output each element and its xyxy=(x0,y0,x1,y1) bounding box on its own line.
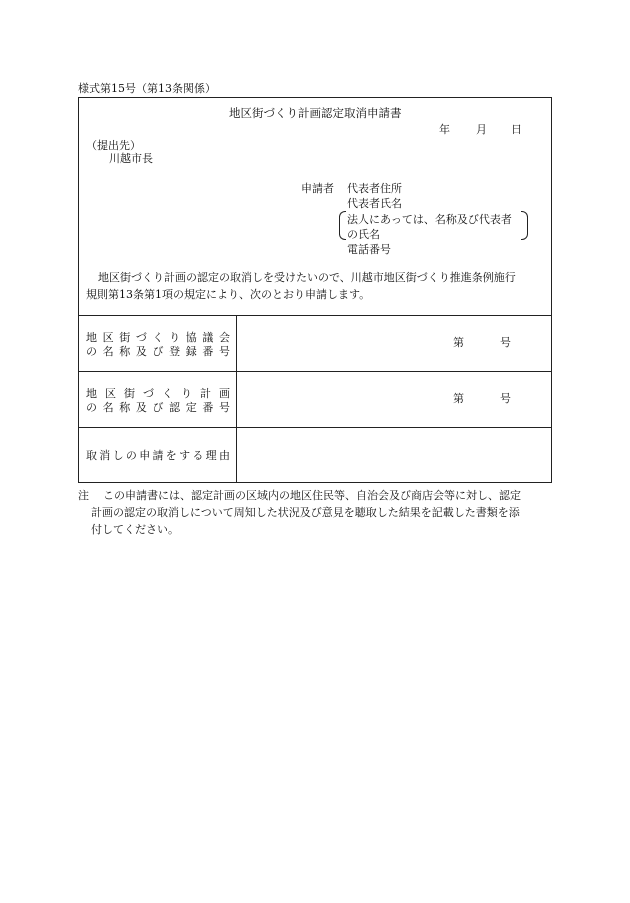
label-char: び xyxy=(152,345,164,358)
phone-label: 電話番号 xyxy=(347,243,391,256)
label-char: り xyxy=(169,331,181,344)
row3-label xyxy=(86,450,230,461)
footnote-line2: 計画の認定の取消しについて周知した状況及び意見を聴取した結果を記載した書類を添 xyxy=(91,506,520,519)
label-char: 称 xyxy=(119,345,131,358)
row2-label-line2 xyxy=(86,402,230,413)
label-char: 街 xyxy=(124,387,135,400)
label-char: 申 xyxy=(139,449,151,462)
row1-go: 号 xyxy=(500,336,511,349)
label-char: 理 xyxy=(205,449,217,462)
label-char: く xyxy=(152,331,164,344)
date-year: 年 xyxy=(439,123,450,136)
form-title: 地区街づくり計画認定取消申請書 xyxy=(229,106,402,120)
label-char: す xyxy=(179,449,191,462)
corporate-note-line1: 法人にあっては、名称及び代表者 xyxy=(347,213,512,226)
label-char: 街 xyxy=(119,331,131,344)
form-number: 様式第15号（第13条関係） xyxy=(78,82,216,95)
row1-dai: 第 xyxy=(453,336,464,349)
label-char: 請 xyxy=(152,449,164,462)
body-text-line1: 地区街づくり計画の認定の取消しを受けたいので、川越市地区街づくり推進条例施行 xyxy=(98,271,516,284)
label-char: 番 xyxy=(202,401,214,414)
label-char: 名 xyxy=(102,345,114,358)
label-char: の xyxy=(86,401,97,414)
label-char: 号 xyxy=(219,401,230,414)
label-char: 認 xyxy=(169,401,181,414)
label-char: し xyxy=(112,449,124,462)
label-char: 画 xyxy=(219,387,230,400)
label-char: の xyxy=(125,449,137,462)
label-char: 協 xyxy=(185,331,197,344)
row2-label-line1 xyxy=(86,388,230,399)
label-char: づ xyxy=(143,387,154,400)
left-bracket xyxy=(339,211,346,240)
label-char: 区 xyxy=(105,387,116,400)
body-text-line2: 規則第13条第1項の規定により、次のとおり申請します。 xyxy=(86,288,371,301)
right-bracket xyxy=(521,211,528,240)
label-char: 番 xyxy=(202,345,214,358)
recipient-name: 川越市長 xyxy=(109,152,153,165)
label-char: 消 xyxy=(99,449,111,462)
footnote-line1: この申請書には、認定計画の区域内の地区住民等、自治会及び商店会等に対し、認定 xyxy=(103,489,521,502)
label-char: 議 xyxy=(202,331,214,344)
footnote-line3: 付してください。 xyxy=(91,523,179,536)
label-char: 登 xyxy=(169,345,181,358)
label-char: 称 xyxy=(119,401,131,414)
row-divider xyxy=(78,427,552,428)
label-char: 定 xyxy=(185,401,197,414)
label-char: 及 xyxy=(135,345,147,358)
label-char: 名 xyxy=(102,401,114,414)
corporate-note-line2: の氏名 xyxy=(347,228,380,241)
label-char: 区 xyxy=(102,331,114,344)
label-char: 会 xyxy=(219,331,230,344)
row2-dai: 第 xyxy=(453,392,464,405)
row-divider xyxy=(78,371,552,372)
table-top-rule xyxy=(78,315,552,316)
label-char: 号 xyxy=(219,345,230,358)
label-char: く xyxy=(162,387,173,400)
label-char: 地 xyxy=(86,387,97,400)
label-char: 録 xyxy=(185,345,197,358)
applicant-label: 申請者 xyxy=(301,182,334,195)
label-char: 及 xyxy=(135,401,147,414)
label-char: の xyxy=(86,345,97,358)
footnote-mark: 注 xyxy=(78,489,89,502)
date-month: 月 xyxy=(476,123,487,136)
date-day: 日 xyxy=(511,123,522,136)
label-char: り xyxy=(181,387,192,400)
column-divider xyxy=(236,315,237,483)
label-char: る xyxy=(192,449,204,462)
applicant-name-label: 代表者氏名 xyxy=(347,197,402,210)
applicant-address-label: 代表者住所 xyxy=(347,182,402,195)
recipient-label: （提出先） xyxy=(86,139,141,152)
label-char: び xyxy=(152,401,164,414)
label-char: 計 xyxy=(200,387,211,400)
label-char: 由 xyxy=(218,449,230,462)
label-char: を xyxy=(165,449,177,462)
row1-label-line2 xyxy=(86,346,230,357)
label-char: 地 xyxy=(86,331,97,344)
row1-label-line1 xyxy=(86,332,230,343)
label-char: づ xyxy=(135,331,147,344)
row2-go: 号 xyxy=(500,392,511,405)
label-char: 取 xyxy=(86,449,97,462)
